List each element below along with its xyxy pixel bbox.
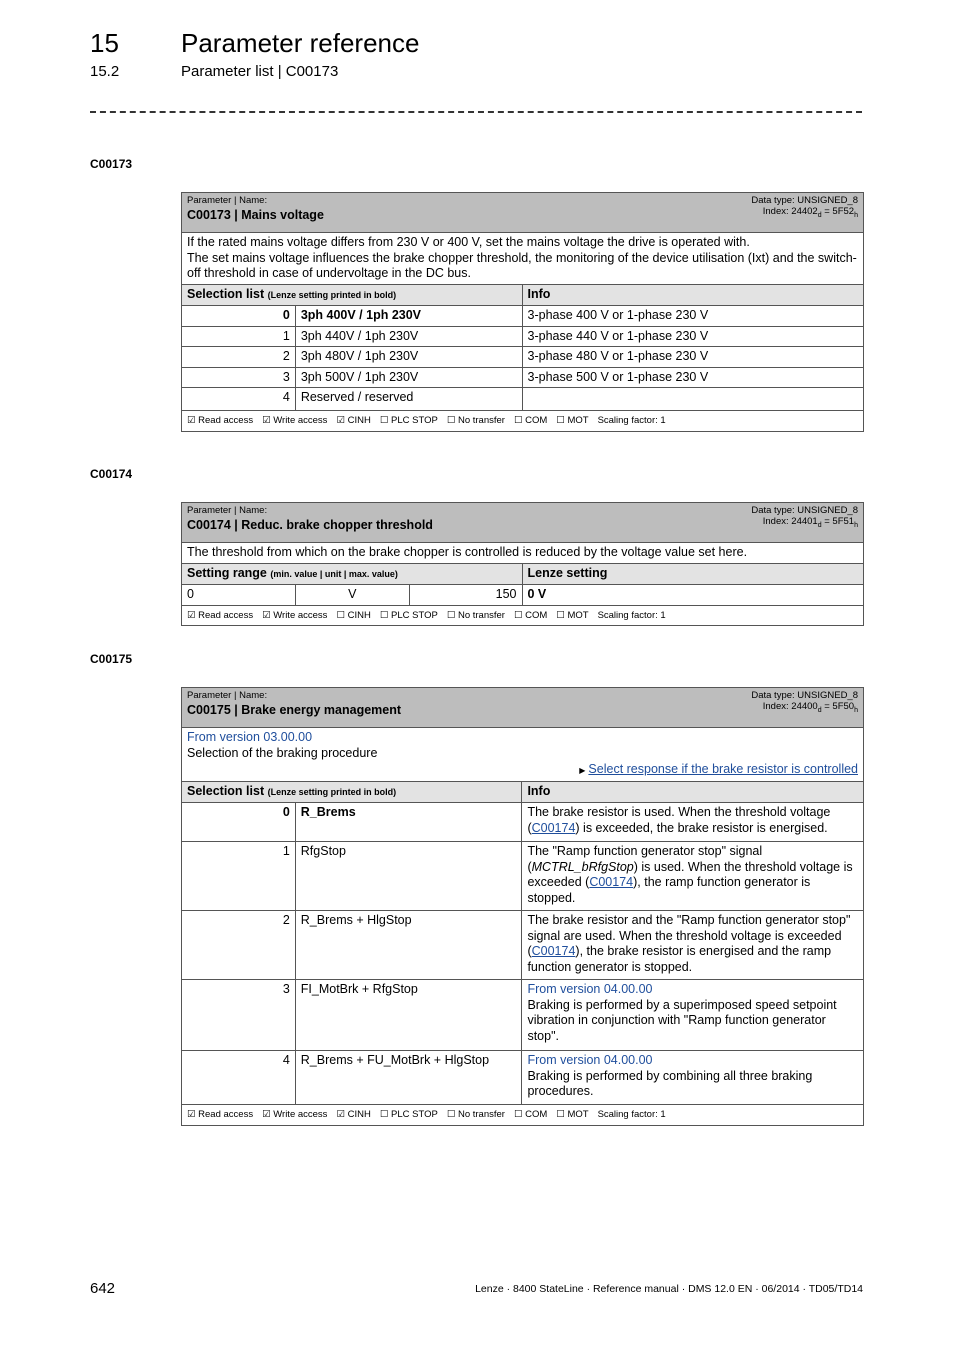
table-row: 1 3ph 440V / 1ph 230V 3-phase 440 V or 1-phase 230 V <box>182 326 864 347</box>
info-label: Info <box>522 284 863 306</box>
table-row: 4 Reserved / reserved <box>182 388 864 411</box>
table-row: 0 3ph 400V / 1ph 230V 3-phase 400 V or 1-phase 230 V <box>182 306 864 327</box>
c00173-description: If the rated mains voltage differs from 230 V or 400 V, set the mains voltage the drive is operated with. The set mains voltage influences the brake chopper threshold, the monitoring of the device utilisation (Ixt) and the switch-off threshold in case of undervoltage in the DC bus. <box>182 233 864 285</box>
table-row: 2 3ph 480V / 1ph 230V 3-phase 480 V or 1-phase 230 V <box>182 347 864 368</box>
c00174-link[interactable]: C00174 <box>531 820 576 835</box>
brake-resistor-response-link[interactable]: Select response if the brake resistor is controlled <box>588 762 858 776</box>
setting-range-label: Setting range <box>187 565 267 580</box>
chapter-title: Parameter reference <box>181 28 420 58</box>
c00173-flags: ☑ Read access ☑ Write access ☑ CINH ☐ PLC STOP ☐ No transfer ☐ COM ☐ MOT Scaling factor: 1 <box>182 411 864 432</box>
header-divider <box>90 111 862 113</box>
chapter-number: 15 <box>90 28 119 58</box>
c00174-description: The threshold from which on the brake chopper is controlled is reduced by the voltage value set here. <box>182 543 864 564</box>
page-number: 642 <box>90 1280 116 1297</box>
lenze-setting-label: Lenze setting <box>522 563 864 585</box>
c00174-name: C00174 | Reduc. brake chopper threshold <box>187 518 433 532</box>
c00175-flags: ☑ Read access ☑ Write access ☑ CINH ☐ PLC STOP ☐ No transfer ☐ COM ☐ MOT Scaling factor: 1 <box>182 1105 864 1126</box>
c00174-type-info: Data type: UNSIGNED_8 Index: $24401_d = 5F51_h$ <box>751 505 858 529</box>
range-max: 150 <box>409 585 522 606</box>
c00173-name: C00173 | Mains voltage <box>187 208 324 222</box>
table-row: 4 R_Brems + FU_MotBrk + HlgStop From version 04.00.00 Braking is performed by combining all three braking procedures. <box>182 1051 864 1105</box>
table-row: 2 R_Brems + HlgStop The brake resistor and the "Ramp function generator stop" signal are used. When the threshold voltage is exceeded (C00174), the brake resistor is energised and the ramp function generator is stopped. <box>182 911 864 980</box>
table-row <box>182 585 864 606</box>
section-number: 15.2 <box>90 63 120 80</box>
c00174-link[interactable]: C00174 <box>589 875 634 889</box>
lenze-setting-value: 0 V <box>522 585 864 606</box>
c00174-heading: C00174 <box>90 467 133 481</box>
table-row: 1 RfgStop The "Ramp function generator stop" signal (MCTRL_bRfgStop) is used. When the threshold voltage is exceeded (C00174), the ramp function generator is stopped. <box>182 842 864 911</box>
selection-list-label: Selection list <box>187 286 265 301</box>
range-unit: V <box>295 585 409 606</box>
c00174-link[interactable]: C00174 <box>531 944 576 958</box>
c00173-table: Data type: UNSIGNED_8 Index: $24402_d = 5F52_h$ Parameter | Name: C00173 | Mains voltage If the rated mains voltage differs from 230 V or 400 V, set the mains voltage the drive is operated with. The set mains voltage influences the brake chopper threshold, the monitoring of the device utilisation (Ixt) and the switch-off threshold in case of undervoltage in the DC bus. Selection list (Lenze setting printed in bold) Info 0 3ph 400V / 1ph 230V 3-phase 400 V or 1-phase 230 V 1 3ph 440V / 1ph 230V 3-phase 440 V or 1-phase 230 V 2 3ph 480V / 1ph 230V 3-phase 480 V or 1-phase 230 V 3 3ph 500V / 1ph 230V 3-phase 500 V or 1-phase 230 V 4 Reserved / reserved ☑ Read access ☑ Write access ☑ CINH ☐ PLC STOP ☐ No transfer ☐ COM ☐ MOT Scaling factor: 1 <box>181 192 864 432</box>
c00174-flags: ☑ Read access ☑ Write access ☐ CINH ☐ PLC STOP ☐ No transfer ☐ COM ☐ MOT Scaling factor: 1 <box>182 605 864 626</box>
table-row: 0 R_Brems The brake resistor is used. When the threshold voltage (C00174) is exceeded, the brake resistor is energised. <box>182 803 864 842</box>
c00175-table: Data type: UNSIGNED_8 Index: $24400_d = 5F50_h$ Parameter | Name: C00175 | Brake energy management From version 03.00.00 Selection of the braking procedure ▶ Select response if the brake resistor is controlled Selection list (Lenze setting printed in bold) Info 0 R_Brems The brake resistor is used. When the threshold voltage (C00174) is exceeded, the brake resistor is energised. 1 RfgStop The "Ramp function generator stop" signal (MCTRL_bRfgStop) is used. When the threshold voltage is exceeded (C00174), the ramp function generator is stopped. 2 R_Brems + HlgStop The brake resistor and the "Ramp function generator stop" signal are used. When the threshold voltage is exceeded (C00174), the brake resistor is energised and the ramp function generator is stopped. 3 FI_MotBrk + RfgStop From version 04.00.00 Braking is performed by a superimposed speed setpoint vibration in conjunction with "Ramp function generator stop". 4 R_Brems + FU_MotBrk + HlgStop From version 04.00.00 Braking is performed by combining all three braking procedures. ☑ Read access ☑ Write access ☑ CINH ☐ PLC STOP ☐ No transfer ☐ COM ☐ MOT Scaling factor: 1 <box>181 687 864 1126</box>
c00175-heading: C00175 <box>90 652 133 666</box>
c00175-name: C00175 | Brake energy management <box>187 703 402 717</box>
version-note: From version 03.00.00 <box>187 730 313 744</box>
range-min: 0 <box>182 585 296 606</box>
c00173-type-info: Data type: UNSIGNED_8 Index: $24402_d = 5F52_h$ <box>751 195 858 219</box>
page-footer-text: Lenze · 8400 StateLine · Reference manual · DMS 12.0 EN · 06/2014 · TD05/TD14 <box>475 1283 863 1295</box>
c00173-heading: C00173 <box>90 157 133 171</box>
table-row: 3 3ph 500V / 1ph 230V 3-phase 500 V or 1-phase 230 V <box>182 367 864 388</box>
table-row: 3 FI_MotBrk + RfgStop From version 04.00.00 Braking is performed by a superimposed speed setpoint vibration in conjunction with "Ramp function generator stop". <box>182 980 864 1051</box>
version-note: From version 04.00.00 <box>527 1053 653 1067</box>
c00175-description: From version 03.00.00 Selection of the braking procedure ▶ Select response if the brake resistor is controlled <box>182 728 864 782</box>
triangle-right-icon: ▶ <box>579 766 586 775</box>
section-title: Parameter list | C00173 <box>181 63 339 80</box>
version-note: From version 04.00.00 <box>527 982 653 996</box>
c00175-type-info: Data type: UNSIGNED_8 Index: $24400_d = 5F50_h$ <box>751 690 858 714</box>
c00174-table: Data type: UNSIGNED_8 Index: $24401_d = 5F51_h$ Parameter | Name: C00174 | Reduc. brake chopper threshold The threshold from which on the brake chopper is controlled is reduced by the voltage value set here. Setting range (min. value | unit | max. value) Lenze setting 0 V 150 0 V ☑ Read access ☑ Write access ☐ CINH ☐ PLC STOP ☐ No transfer ☐ COM ☐ MOT Scaling factor: 1 <box>181 502 864 626</box>
param-name-label: Parameter | Name: <box>187 195 268 206</box>
